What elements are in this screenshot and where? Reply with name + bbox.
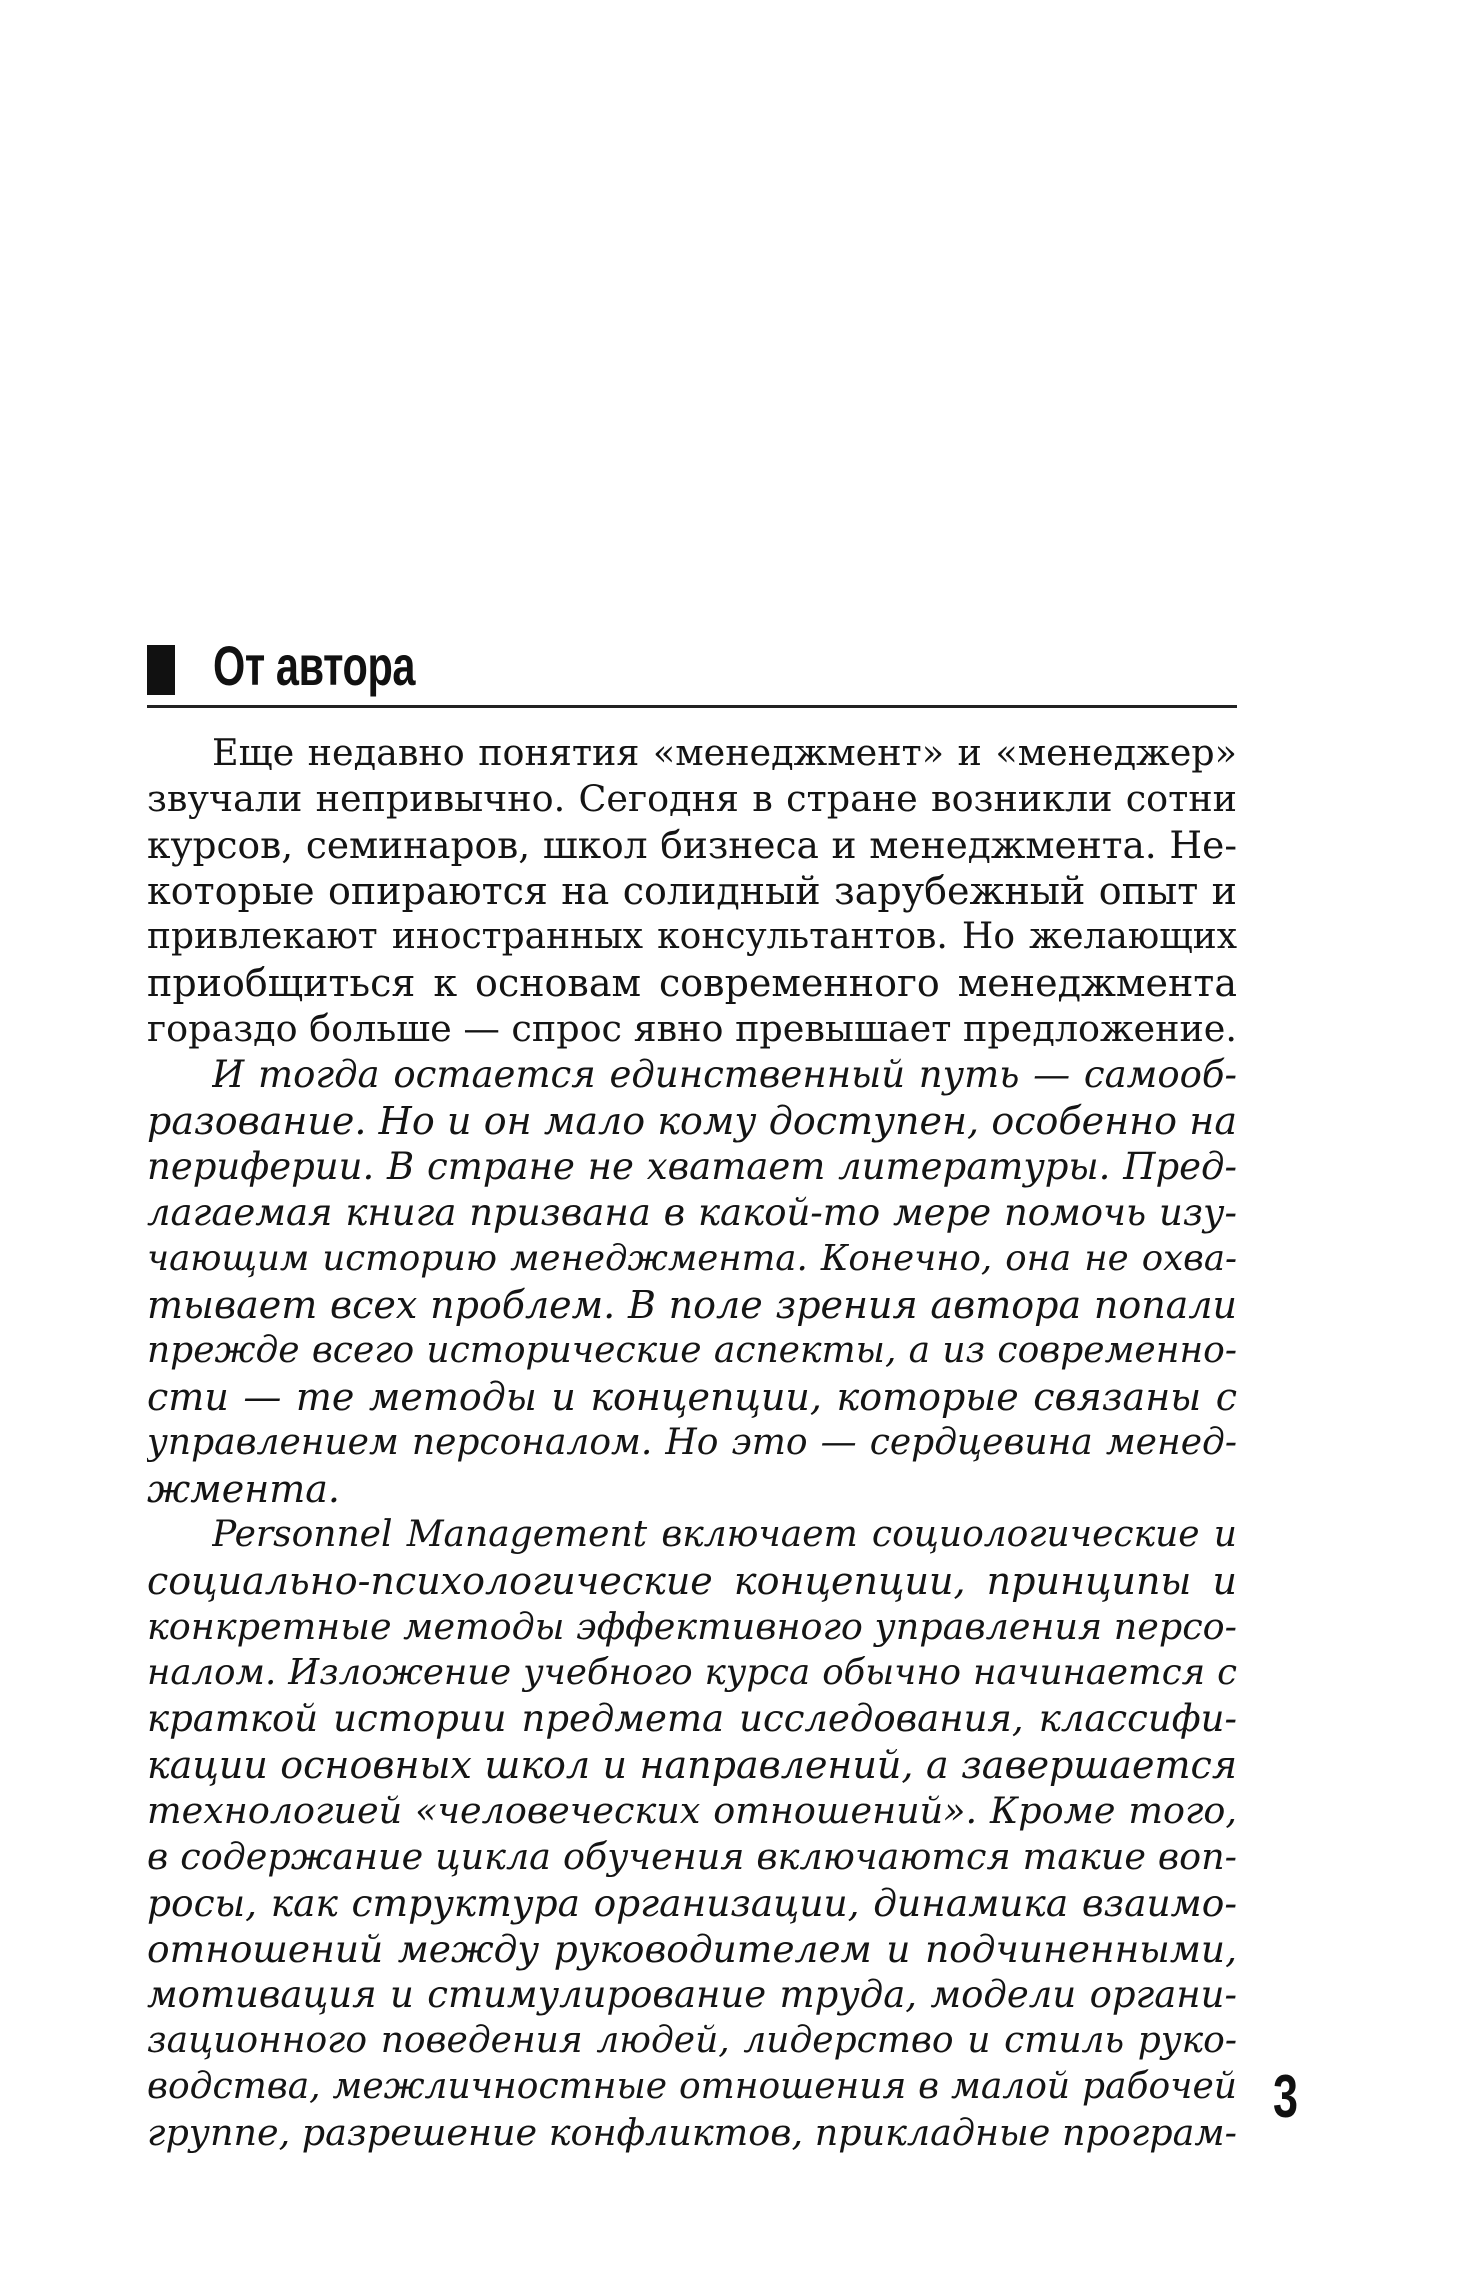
heading-rule	[147, 705, 1237, 708]
text-line: гораздо больше — спрос явно превышает предложение.	[147, 1007, 1237, 1050]
text-line: мотивация и стимулирование труда, модели органи-	[147, 1973, 1237, 2016]
text-line: курсов, семинаров, школ бизнеса и менеджмента. Не-	[147, 823, 1237, 867]
page-number: 3	[1273, 2063, 1299, 2130]
text-line: краткой истории предмета исследования, классифи-	[147, 1697, 1237, 1740]
heading-marker	[147, 645, 175, 695]
text-line: лагаемая книга призвана в какой-то мере помочь изу-	[147, 1191, 1237, 1234]
text-line: Personnel Management включает социологические и	[212, 1514, 1237, 1555]
section-heading	[147, 634, 1237, 704]
section-title: От автора	[213, 634, 416, 697]
text-line: звучали непривычно. Сегодня в стране возникли сотни	[147, 777, 1237, 820]
text-line: управлением персоналом. Но это — сердцевина менед-	[147, 1422, 1237, 1463]
text-line: зационного поведения людей, лидерство и стиль руко-	[147, 2020, 1237, 2061]
text-line: привлекают иностранных консультантов. Но желающих	[147, 916, 1237, 957]
text-line: в содержание цикла обучения включаются такие воп-	[147, 1835, 1237, 1878]
text-line: отношений между руководителем и подчиненными,	[147, 1927, 1237, 1971]
text-line: периферии. В стране не хватает литературы. Пред-	[147, 1145, 1237, 1188]
text-line: конкретные методы эффективного управления персо-	[147, 1605, 1237, 1648]
text-line: жмента.	[147, 1467, 340, 1511]
text-line: группе, разрешение конфликтов, прикладные програм-	[147, 2111, 1237, 2154]
text-line: технологией «человеческих отношений». Кроме того,	[147, 1789, 1237, 1832]
text-line: росы, как структура организации, динамика взаимо-	[147, 1881, 1237, 1925]
text-line: тывает всех проблем. В поле зрения автора попали	[147, 1283, 1237, 1327]
text-line: прежде всего исторические аспекты, а из современно-	[147, 1330, 1237, 1371]
text-line: Еще недавно понятия «менеджмент» и «менеджер»	[212, 731, 1237, 774]
text-line: И тогда остается единственный путь — самооб-	[212, 1053, 1237, 1096]
text-line: чающим историю менеджмента. Конечно, она не охва-	[147, 1238, 1237, 1279]
text-line: разование. Но и он мало кому доступен, особенно на	[147, 1099, 1237, 1143]
text-line: кации основных школ и направлений, а завершается	[147, 1743, 1237, 1787]
text-line: приобщиться к основам современного менеджмента	[147, 961, 1237, 1005]
text-line: налом. Изложение учебного курса обычно начинается с	[147, 1652, 1237, 1693]
text-line: водства, межличностные отношения в малой рабочей	[147, 2066, 1237, 2107]
text-line: сти — те методы и концепции, которые связаны с	[147, 1375, 1237, 1419]
text-line: которые опираются на солидный зарубежный опыт и	[147, 869, 1237, 913]
text-line: социально-психологические концепции, принципы и	[147, 1559, 1237, 1603]
